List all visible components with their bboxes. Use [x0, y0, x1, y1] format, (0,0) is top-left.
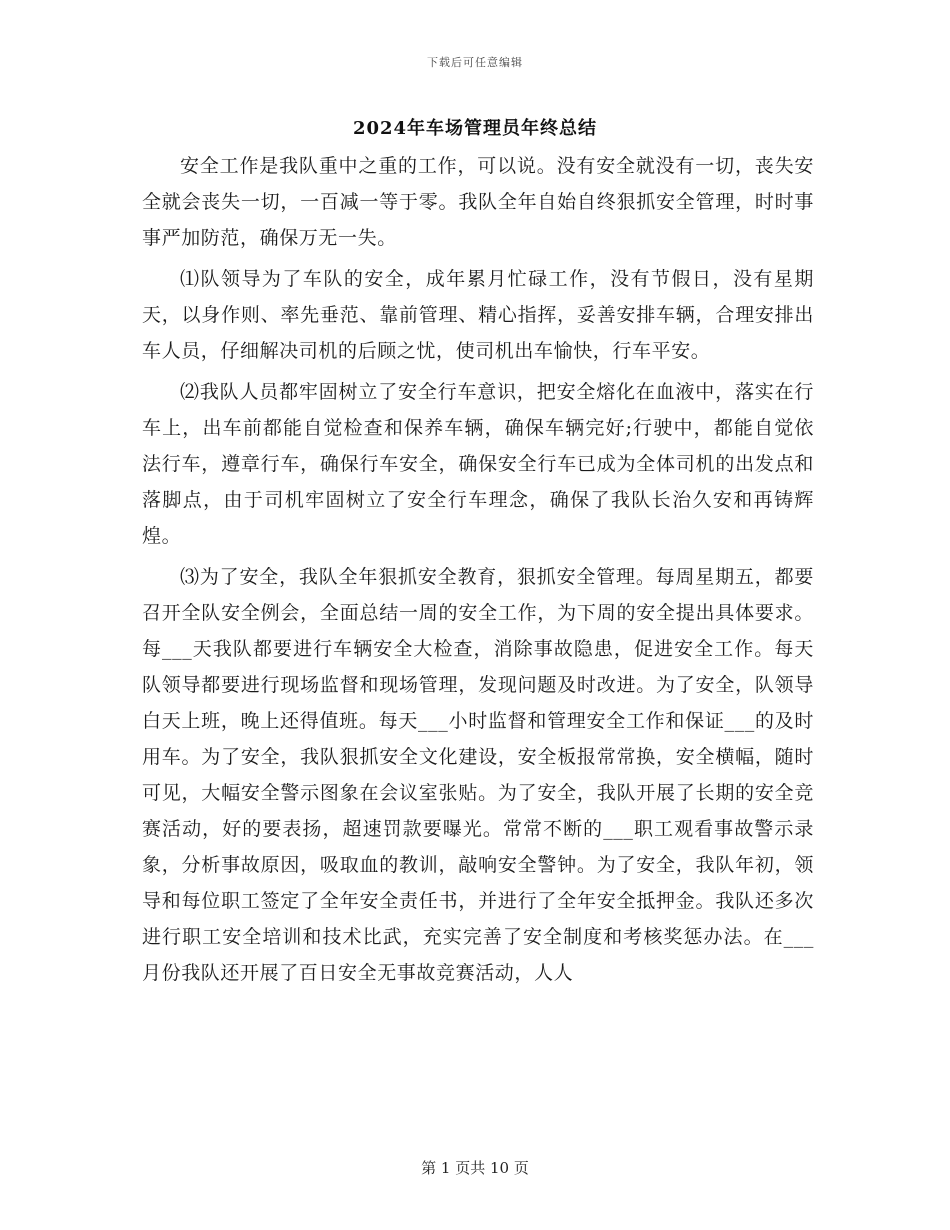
document-body	[142, 148, 814, 996]
paragraph-intro: 安全工作是我队重中之重的工作，可以说。没有安全就没有一切，丧失安全就会丧失一切，一百减一等于零。我队全年自始自终狠抓安全管理，时时事事严加防范，确保万无一失。	[142, 155, 814, 249]
page-header-note: 下载后可任意编辑	[427, 56, 523, 69]
page-number: 第 1 页共 10 页	[421, 1159, 529, 1177]
paragraph-item-1: ⑴队领导为了车队的安全，成年累月忙碌工作，没有节假日，没有星期天，以身作则、率先垂范、靠前管理、精心指挥，妥善安排车辆，合理安排出车人员，仔细解决司机的后顾之忧，使司机出车愉快，行车平安。	[142, 268, 814, 362]
document-title: 2024年车场管理员年终总结	[352, 118, 598, 139]
paragraph-item-3: ⑶为了安全，我队全年狠抓安全教育，狠抓安全管理。每周星期五，都要召开全队安全例会，全面总结一周的安全工作，为下周的安全提出具体要求。每___天我队都要进行车辆安全大检查，消除事故隐患，促进安全工作。每天队领导都要进行现场监督和现场管理，发现问题及时改进。为了安全，队领导白天上班，晚上还得值班。每天___小时监督和管理安全工作和保证___的及时用车。为了安全，我队狠抓安全文化建设，安全板报常常换，安全横幅，随时可见，大幅安全警示图象在会议室张贴。为了安全，我队开展了长期的安全竞赛活动，好的要表扬，超速罚款要曝光。常常不断的___职工观看事故警示录象，分析事故原因，吸取血的教训，敲响安全警钟。为了安全，我队年初，领导和每位职工签定了全年安全责任书，并进行了全年安全抵押金。我队还多次进行职工安全培训和技术比武，充实完善了安全制度和考核奖惩办法。在___月份我队还开展了百日安全无事故竞赛活动，人人	[142, 566, 814, 984]
paragraph-item-2: ⑵我队人员都牢固树立了安全行车意识，把安全熔化在血液中，落实在行车上，出车前都能自觉检查和保养车辆，确保车辆完好;行驶中，都能自觉依法行车，遵章行车，确保行车安全，确保安全行车已成为全体司机的出发点和落脚点，由于司机牢固树立了安全行车理念，确保了我队长治久安和再铸辉煌。	[142, 381, 814, 547]
